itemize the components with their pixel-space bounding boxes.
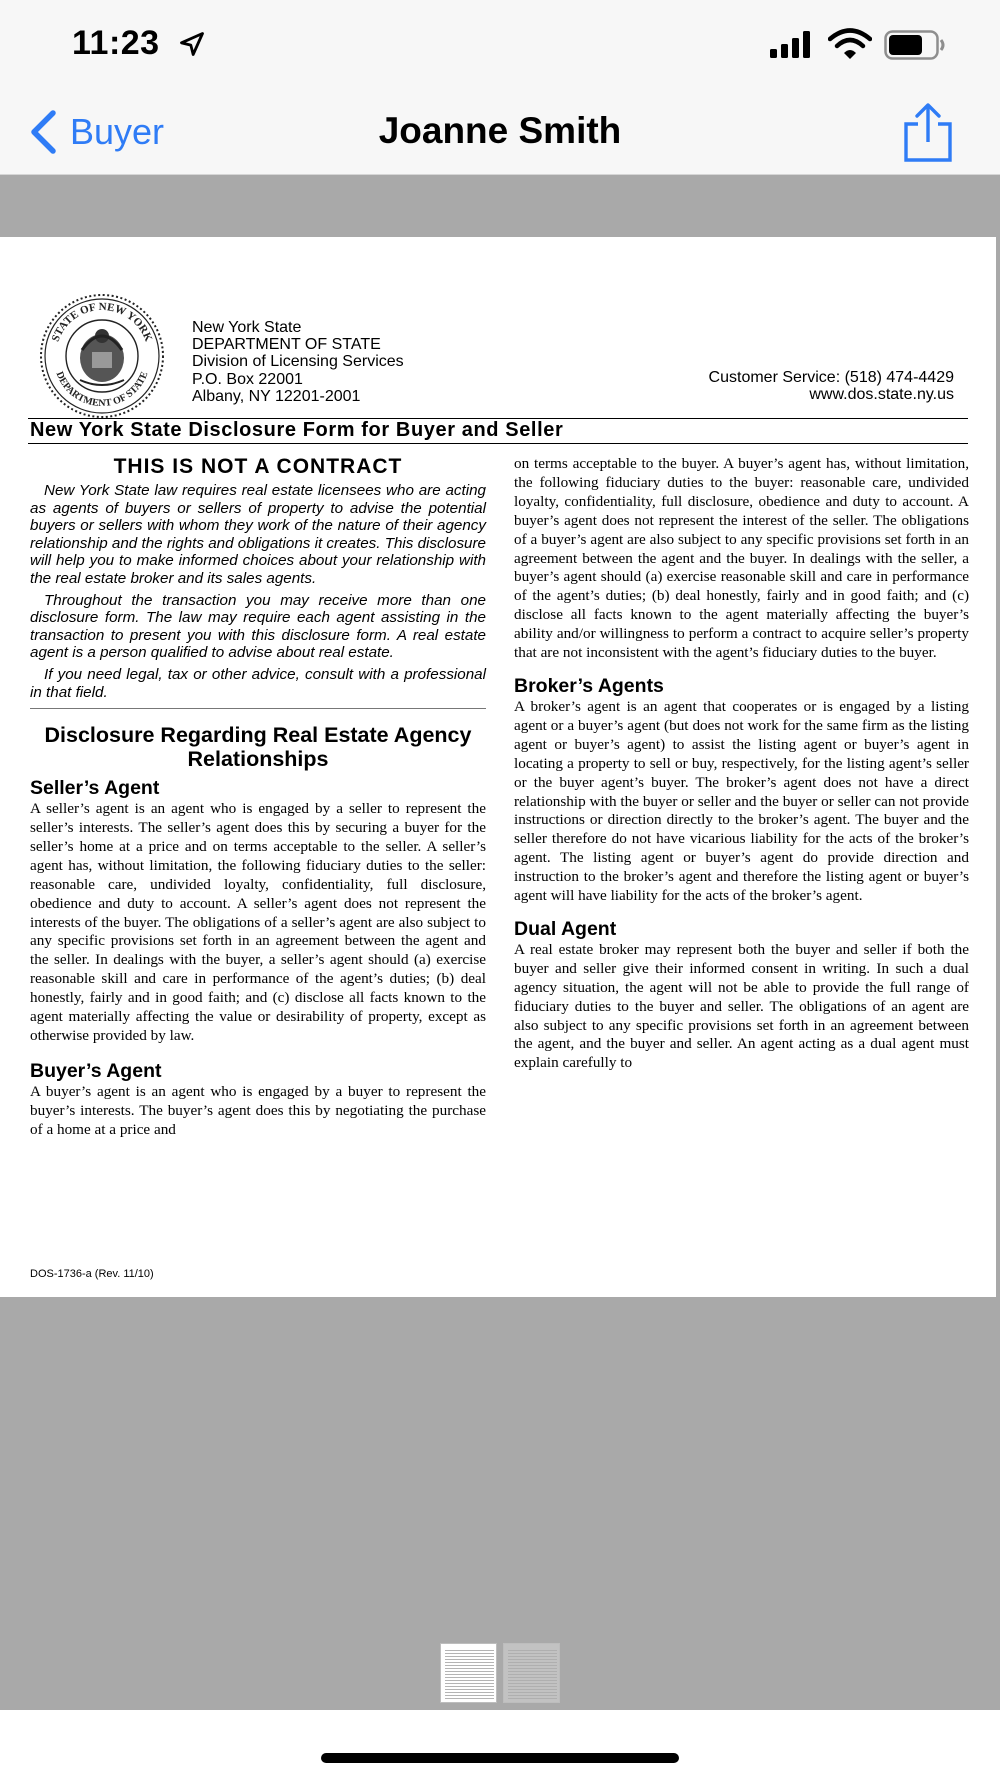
navigation-bar	[0, 90, 1000, 175]
website: www.dos.state.ny.us	[809, 386, 954, 404]
not-contract-heading: THIS IS NOT A CONTRACT	[113, 455, 403, 478]
thumbnail-preview	[508, 1650, 557, 1700]
location-arrow-icon	[178, 30, 206, 58]
status-time: 11:23	[72, 24, 160, 62]
ny-state-seal-icon	[38, 292, 166, 420]
form-title: New York State Disclosure Form for Buyer and Seller	[30, 419, 564, 441]
back-button[interactable]	[28, 106, 164, 158]
buyers-agent-heading: Buyer’s Agent	[30, 1059, 162, 1082]
intro-text	[30, 482, 486, 701]
sellers-agent-text: A seller’s agent is an agent who is engaged by a seller to represent the seller’s interests. The seller’s agent does this by securing a buyer for the seller’s home at a price and on terms acceptable to the seller. A seller’s agent has, without limitation, the following fiduciary duties to the seller: reasonable care, undivided loyalty, confidentiality, full disclosure, obedience and duty to account. A seller’s agent does not represent the interests of the buyer. The obligations of a seller’s agent are also subject to any specific provisions set forth in an agreement between the agent and the seller. In dealings with the buyer, a seller’s agent should (a) exercise reasonable skill and care in performance of the agent’s duties; (b) deal honestly, fairly and in good faith; and (c) disclose all facts known to the agent materially affecting the value or desirability of property, except as otherwise provided by law.	[30, 800, 486, 1044]
cellular-signal-icon	[770, 30, 814, 58]
home-indicator-area	[0, 1710, 1000, 1778]
dual-agent-text: A real estate broker may represent both the buyer and seller if both the buyer and seller give their informed consent in writing. In such a dual agency situation, the agent will not be able to provide the full range of fiduciary duties to the buyer and seller. The obligations of an agent are also subject to any specific provisions set forth in an agreement between the agent, and the buyer and seller. An agent acting as a dual agent must explain carefully to	[514, 940, 969, 1072]
contact-info	[709, 369, 954, 403]
document-viewer[interactable]	[0, 175, 1000, 1710]
agency-line: Albany, NY 12201-2001	[192, 387, 361, 405]
divider	[30, 708, 486, 709]
dual-agent-heading: Dual Agent	[514, 917, 617, 940]
agency-line: P.O. Box 22001	[192, 370, 303, 388]
seal-text-top: STATE OF NEW YORK	[49, 300, 155, 344]
status-bar	[0, 0, 1000, 90]
wifi-icon	[828, 28, 872, 60]
form-number: DOS-1736-a (Rev. 11/10)	[30, 1268, 154, 1280]
chevron-left-icon	[28, 109, 58, 155]
document-page[interactable]	[0, 237, 996, 1297]
seal-text-bottom: DEPARTMENT OF STATE	[53, 370, 151, 410]
brokers-agents-heading: Broker’s Agents	[514, 674, 664, 697]
customer-service-phone: Customer Service: (518) 474-4429	[708, 369, 954, 386]
page-thumbnails	[440, 1643, 560, 1703]
back-button-label: Buyer	[70, 111, 165, 152]
agency-line: New York State	[192, 319, 302, 336]
right-column	[514, 455, 969, 1085]
share-icon[interactable]	[900, 102, 956, 164]
page-thumbnail-1[interactable]	[440, 1643, 497, 1703]
buyers-agent-text-continued: on terms acceptable to the buyer. A buyer’s agent has, without limitation, the following fiduciary duties to the buyer: reasonable care, undivided loyalty, confidentiality, full disclosure, obedience and duty to account. A buyer’s agent does not represent the interest of the seller. The obligations of a buyer’s agent are also subject to any specific provisions set forth in an agreement between the agent and the buyer. In dealings with the seller, a buyer’s agent should (a) exercise reasonable skill and care in performance of the agent’s duties; (b) deal honestly, fairly and in good faith; and (c) disclose all facts known to the agent materially affecting the buyer’s ability and/or willingness to perform a contract to acquire seller’s property that are not inconsistent with the agent’s fiduciary duties to the buyer.	[514, 455, 969, 662]
page-thumbnail-2[interactable]	[503, 1643, 560, 1703]
home-indicator[interactable]	[321, 1753, 679, 1763]
battery-icon	[884, 30, 946, 60]
divider	[28, 443, 968, 444]
agency-line: Division of Licensing Services	[192, 353, 404, 371]
left-column	[30, 455, 486, 1154]
page-title: Joanne Smith	[378, 110, 622, 151]
intro-paragraph: Throughout the transaction you may receive more than one disclosure form. The law may require each agent assisting in the transaction to present you with this disclosure form. A real estate agent is a person qualified to advise about real estate.	[30, 591, 486, 662]
section-title: Disclosure Regarding Real Estate Agency Relationships	[44, 723, 472, 772]
sellers-agent-heading: Seller’s Agent	[30, 777, 160, 800]
intro-paragraph: New York State law requires real estate licensees who are acting as agents of buyers or sellers of property to advise the potential buyers or sellers with whom they work of the nature of their agency relationship and the rights and obligations it creates. This disclosure will help you to make informed choices about your relationship with the real estate broker and its sales agents.	[30, 482, 486, 587]
agency-line: DEPARTMENT OF STATE	[192, 336, 381, 354]
thumbnail-preview	[445, 1650, 494, 1700]
brokers-agents-text: A broker’s agent is an agent that cooperates or is engaged by a listing agent or a buyer’s agent (but does not work for the same firm as the listing agent or buyer’s agent) to assist the listing agent or buyer’s agent in locating a property to sell or buy, respectively, for the listing agent’s seller or the buyer agent’s buyer. The broker’s agent does not have a direct relationship with the buyer or seller and the buyer or seller can not provide instructions or direction directly to the broker’s agent. The buyer and the seller therefore do not have vicarious liability for the acts of the broker’s agent. The listing agent or buyer’s agent do provide direction and instruction to the broker’s agent and therefore the listing agent or buyer’s agent will have liability for the acts of the broker’s agent.	[514, 697, 969, 905]
agency-address	[192, 319, 404, 405]
buyers-agent-text: A buyer’s agent is an agent who is engaged by a buyer to represent the buyer’s interests. The buyer’s agent does this by negotiating the purchase of a home at a price and	[30, 1082, 486, 1138]
intro-paragraph: If you need legal, tax or other advice, consult with a professional in that field.	[30, 665, 486, 701]
